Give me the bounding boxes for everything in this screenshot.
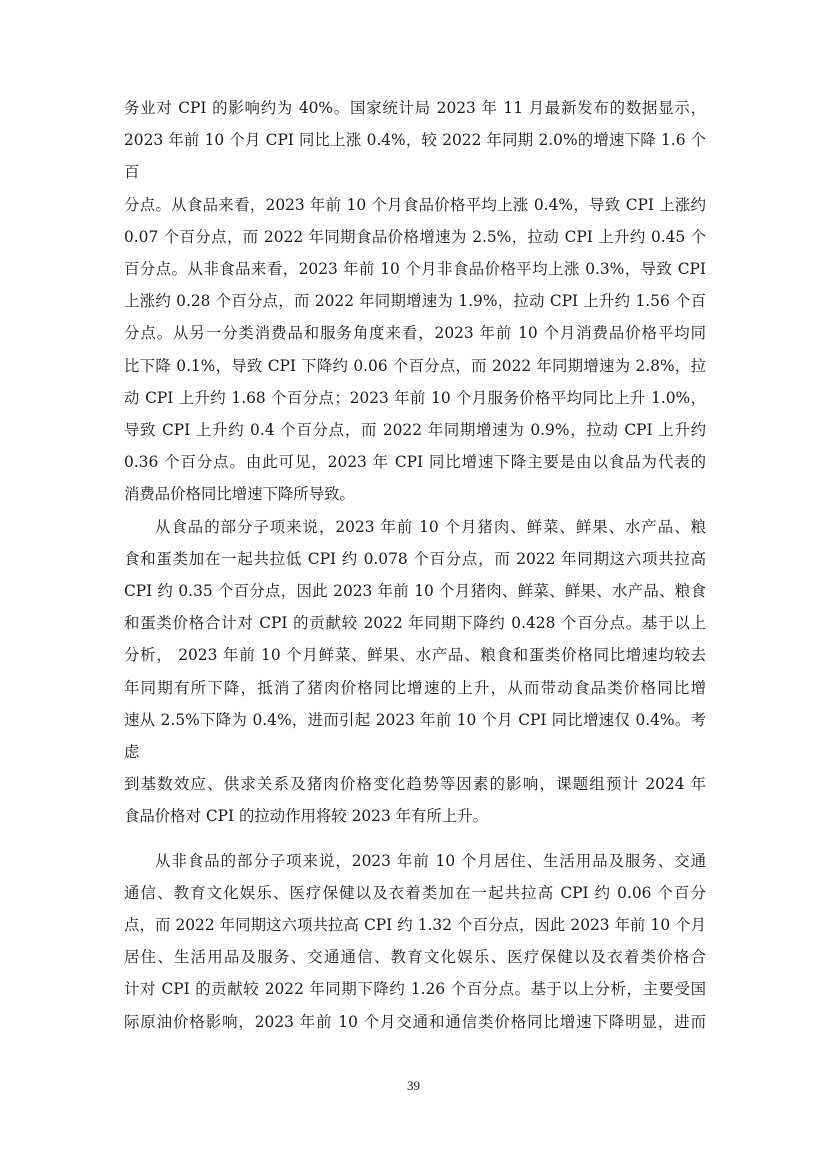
- text-line: 食和蛋类加在一起共拉低 CPI 约 0.078 个百分点，而 2022 年同期这六项共拉高: [124, 549, 706, 568]
- text-line: 从食品的部分子项来说，2023 年前 10 个月猪肉、鲜菜、鲜果、水产品、粮: [155, 517, 706, 536]
- text-line: 到基数效应、供求关系及猪肉价格变化趋势等因素的影响，课题组预计 2024 年: [124, 775, 706, 794]
- text-line: 际原油价格影响，2023 年前 10 个月交通和通信类价格同比增速下降明显，进而: [124, 1012, 706, 1031]
- text-line: 百分点。从非食品来看，2023 年前 10 个月非食品价格平均上涨 0.3%，导致 CPI: [124, 260, 706, 279]
- text-line: 0.36 个百分点。由此可见，2023 年 CPI 同比增速下降主要是由以食品为代表的: [124, 453, 706, 472]
- text-line: 和蛋类价格合计对 CPI 的贡献较 2022 年同期下降约 0.428 个百分点。基于以上: [124, 614, 706, 633]
- text-line: 速从 2.5%下降为 0.4%，进而引起 2023 年前 10 个月 CPI 同比增速仅 0.4%。考虑: [124, 710, 706, 762]
- text-line: 消费品价格同比增速下降所导致。: [124, 485, 355, 504]
- page-number: 39: [407, 1078, 420, 1093]
- text-line: 导致 CPI 上升约 0.4 个百分点，而 2022 年同期增速为 0.9%，拉动 CPI 上升约: [124, 421, 706, 440]
- text-line: 上涨约 0.28 个百分点，而 2022 年同期增速为 1.9%，拉动 CPI 上升约 1.56 个百: [124, 292, 706, 311]
- paragraph-nonfood-subitems: [124, 845, 706, 1038]
- text-line: 务业对 CPI 的影响约为 40%。国家统计局 2023 年 11 月最新发布的数据显示，: [124, 99, 706, 117]
- text-line: 从非食品的部分子项来说，2023 年前 10 个月居住、生活用品及服务、交通: [155, 851, 706, 870]
- text-line: 年同期有所下降，抵消了猪肉价格同比增速的上升，从而带动食品类价格同比增: [124, 678, 706, 697]
- text-line: 比下降 0.1%，导致 CPI 下降约 0.06 个百分点，而 2022 年同期增速为 2.8%，拉: [124, 356, 706, 375]
- text-line: CPI 约 0.35 个百分点，因此 2023 年前 10 个月猪肉、鲜菜、鲜果、水产品、粮食: [124, 582, 706, 601]
- text-line: 食品价格对 CPI 的拉动作用将较 2023 年有所上升。: [124, 807, 488, 826]
- text-line: 分析， 2023 年前 10 个月鲜菜、鲜果、水产品、粮食和蛋类价格同比增速均较去: [124, 646, 706, 665]
- text-line: 计对 CPI 的贡献较 2022 年同期下降约 1.26 个百分点。基于以上分析，主要受国: [124, 980, 706, 999]
- text-line: 分点。从另一分类消费品和服务角度来看，2023 年前 10 个月消费品价格平均同: [124, 324, 706, 343]
- text-line: 通信、教育文化娱乐、医疗保健以及衣着类加在一起共拉高 CPI 约 0.06 个百分: [124, 883, 706, 902]
- paragraph-cpi-overview: [124, 92, 706, 511]
- text-line: 点，而 2022 年同期这六项共拉高 CPI 约 1.32 个百分点，因此 2023 年前 10 个月: [124, 916, 706, 935]
- document-body: [124, 92, 706, 1038]
- text-line: 居住、生活用品及服务、交通通信、教育文化娱乐、医疗保健以及衣着类价格合: [124, 948, 706, 967]
- text-line: 分点。从食品来看，2023 年前 10 个月食品价格平均上涨 0.4%，导致 CPI 上涨约: [124, 195, 706, 214]
- text-line: 2023 年前 10 个月 CPI 同比上涨 0.4%，较 2022 年同期 2.0%的增速下降 1.6 个百: [124, 131, 706, 182]
- paragraph-food-subitems: [124, 511, 706, 833]
- text-line: 0.07 个百分点，而 2022 年同期食品价格增速为 2.5%，拉动 CPI 上升约 0.45 个: [124, 227, 706, 246]
- text-line: 动 CPI 上升约 1.68 个百分点；2023 年前 10 个月服务价格平均同比上升 1.0%，: [124, 388, 706, 407]
